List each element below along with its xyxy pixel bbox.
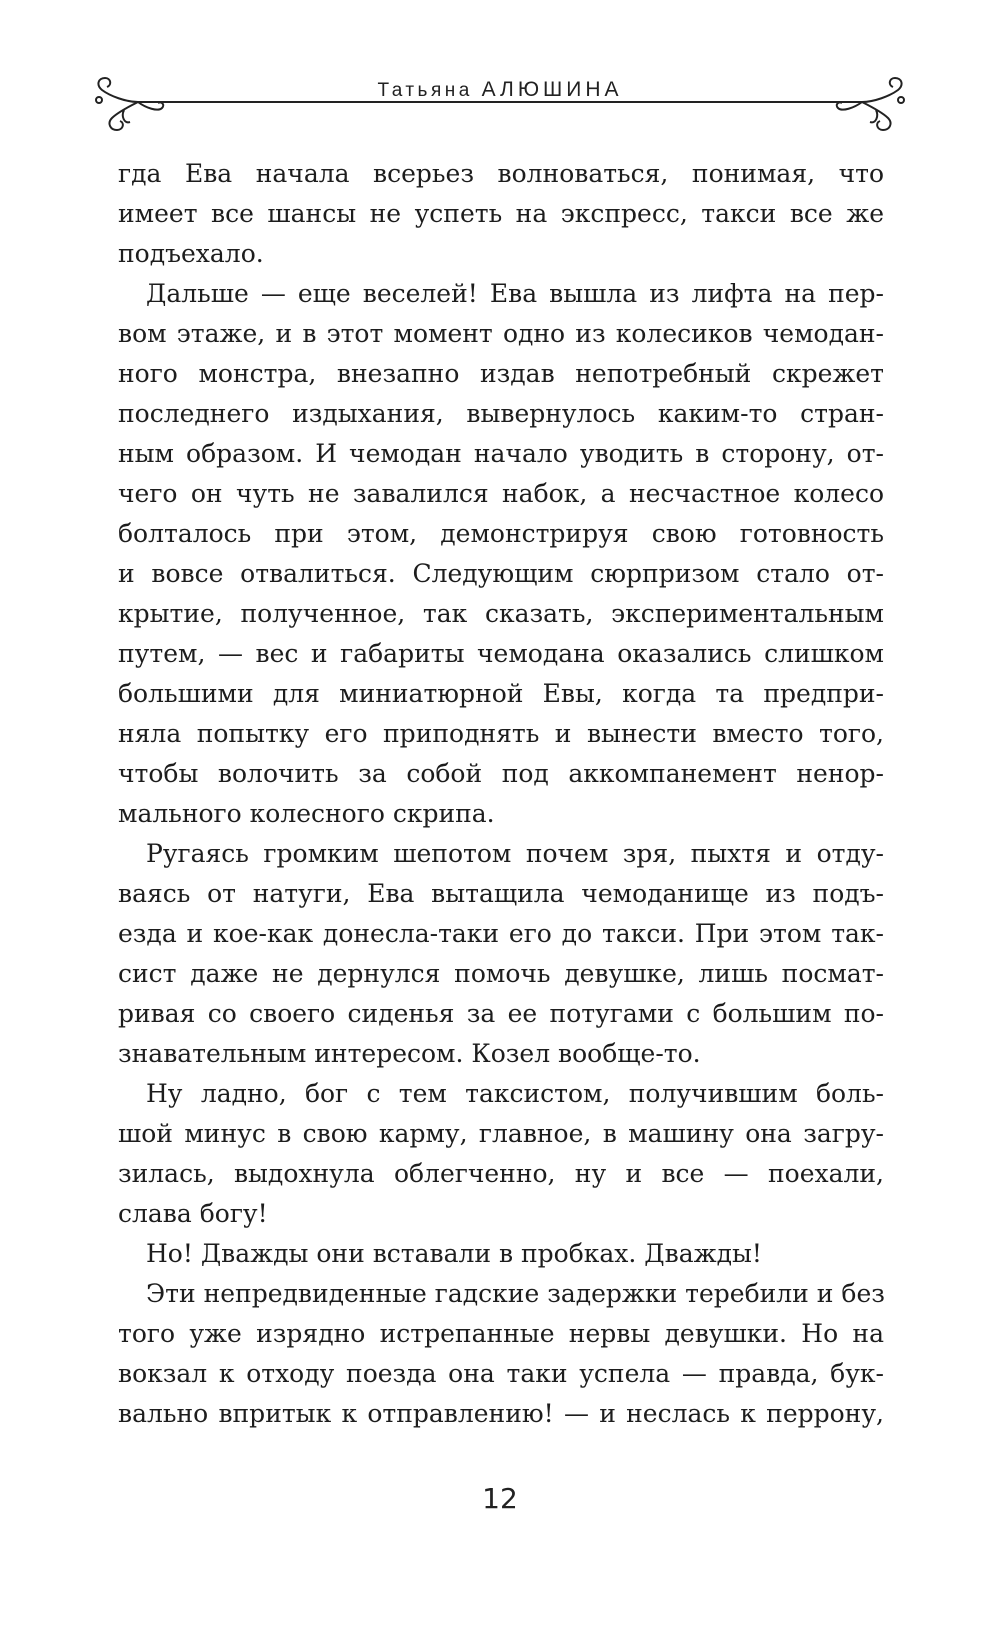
text-line: имеет все шансы не успеть на экспресс, такси все же — [118, 199, 884, 228]
text-line: няла попытку его приподнять и вынести вместо того, — [118, 719, 884, 748]
text-line: Дальше — еще веселей! Ева вышла из лифта на пер- — [146, 279, 884, 308]
body-text — [118, 154, 884, 1434]
running-header — [88, 70, 912, 150]
text-line: ваясь от натуги, Ева вытащила чемоданище из подъ- — [118, 879, 884, 908]
text-line: Ну ладно, бог с тем таксистом, получившим боль- — [146, 1079, 884, 1108]
running-header-title — [88, 78, 912, 102]
text-line: ным образом. И чемодан начало уводить в сторону, от- — [118, 439, 884, 468]
text-line: ривая со своего сиденья за ее потугами с большим по- — [118, 999, 884, 1028]
text-line: Ругаясь громким шепотом почем зря, пыхтя и отду- — [146, 839, 884, 868]
page-number: 12 — [482, 1482, 518, 1515]
text-line: Эти непредвиденные гадские задержки теребили и без — [146, 1279, 885, 1308]
text-line: вокзал к отходу поезда она таки успела — правда, бук- — [118, 1359, 884, 1388]
text-line: езда и кое-как донесла-таки его до такси. При этом так- — [118, 919, 884, 948]
text-line: вом этаже, и в этот момент одно из колесиков чемодан- — [118, 319, 884, 348]
text-line: чего он чуть не завалился набок, а несчастное колесо — [118, 479, 884, 508]
text-line: подъехало. — [118, 239, 264, 268]
text-line: путем, — вес и габариты чемодана оказались слишком — [118, 639, 884, 668]
text-line: сист даже не дернулся помочь девушке, лишь посмат- — [118, 959, 884, 988]
text-line: гда Ева начала всерьез волноваться, понимая, что — [118, 159, 884, 188]
text-line: знавательным интересом. Козел вообще-то. — [118, 1039, 701, 1068]
text-line: того уже изрядно истрепанные нервы девушки. Но на — [118, 1319, 884, 1348]
text-line: слава богу! — [118, 1199, 268, 1228]
text-line: большими для миниатюрной Евы, когда та предпри- — [118, 679, 884, 708]
author-last-name: АЛЮШИНА — [481, 78, 623, 101]
text-line: вально впритык к отправлению! — и неслась к перрону, — [118, 1399, 884, 1428]
author-first-name: Татьяна — [377, 80, 473, 101]
text-line: и вовсе отвалиться. Следующим сюрпризом стало от- — [118, 559, 884, 588]
text-line: мального колесного скрипа. — [118, 799, 495, 828]
text-line: зилась, выдохнула облегченно, ну и все — поехали, — [118, 1159, 884, 1188]
text-line: шой минус в свою карму, главное, в машину она загру- — [118, 1119, 884, 1148]
text-line: последнего издыхания, вывернулось каким-то стран- — [118, 399, 884, 428]
text-line: Но! Дважды они вставали в пробках. Дважды! — [146, 1239, 762, 1268]
text-line: болталось при этом, демонстрируя свою готовность — [118, 519, 884, 548]
text-line: крытие, полученное, так сказать, экспериментальным — [118, 599, 884, 628]
text-line: чтобы волочить за собой под аккомпанемент ненор- — [118, 759, 884, 788]
text-line: ного монстра, внезапно издав непотребный скрежет — [118, 359, 884, 388]
